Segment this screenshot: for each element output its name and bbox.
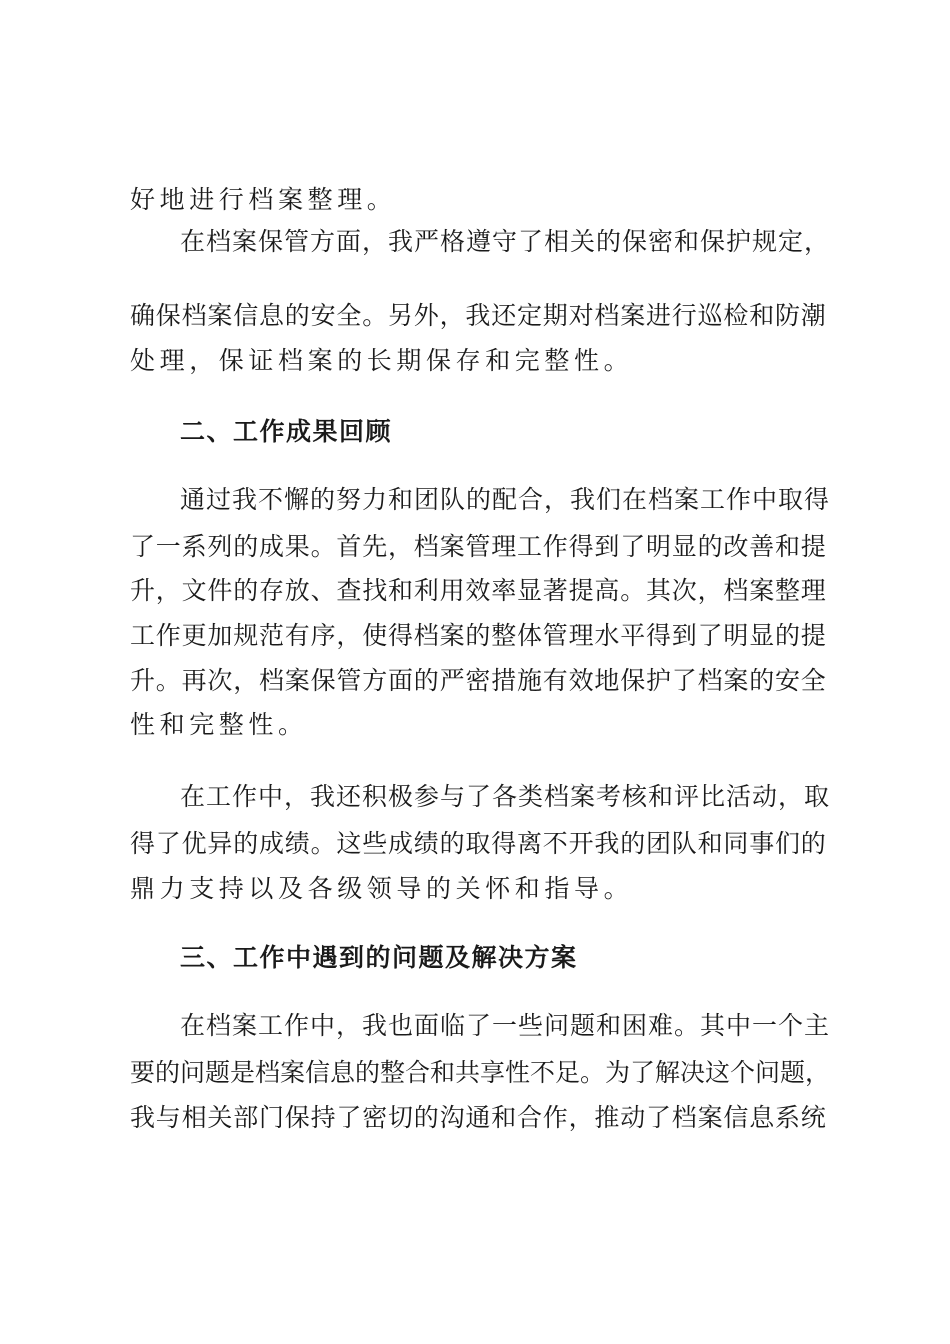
text-line: 通过我不懈的努力和团队的配合，我们在档案工作中取得 bbox=[180, 485, 831, 514]
text-line: 了一系列的成果。首先，档案管理工作得到了明显的改善和提 bbox=[130, 532, 827, 561]
text-line: 确保档案信息的安全。另外，我还定期对档案进行巡检和防潮 bbox=[130, 301, 827, 330]
text-line: 升，文件的存放、查找和利用效率显著提高。其次，档案整理 bbox=[130, 576, 827, 605]
section-heading-problems: 三、工作中遇到的问题及解决方案 bbox=[180, 943, 578, 972]
text-line: 工作更加规范有序，使得档案的整体管理水平得到了明显的提 bbox=[130, 621, 827, 650]
text-line: 在档案保管方面，我严格遵守了相关的保密和保护规定， bbox=[180, 227, 831, 256]
text-line: 升。再次，档案保管方面的严密措施有效地保护了档案的安全 bbox=[130, 666, 827, 695]
text-line: 鼎力支持以及各级领导的关怀和指导。 bbox=[130, 874, 634, 903]
section-heading-results: 二、工作成果回顾 bbox=[180, 417, 393, 446]
text-line: 在工作中，我还积极参与了各类档案考核和评比活动，取 bbox=[180, 782, 831, 811]
text-line: 性和完整性。 bbox=[130, 710, 308, 739]
text-line: 得了优异的成绩。这些成绩的取得离不开我的团队和同事们的 bbox=[130, 829, 827, 858]
text-line: 好地进行档案整理。 bbox=[130, 185, 397, 214]
text-line: 处理，保证档案的长期保存和完整性。 bbox=[130, 346, 634, 375]
text-line: 要的问题是档案信息的整合和共享性不足。为了解决这个问题， bbox=[130, 1058, 831, 1087]
text-line: 在档案工作中，我也面临了一些问题和困难。其中一个主 bbox=[180, 1011, 831, 1040]
text-line: 我与相关部门保持了密切的沟通和合作，推动了档案信息系统 bbox=[130, 1103, 827, 1132]
